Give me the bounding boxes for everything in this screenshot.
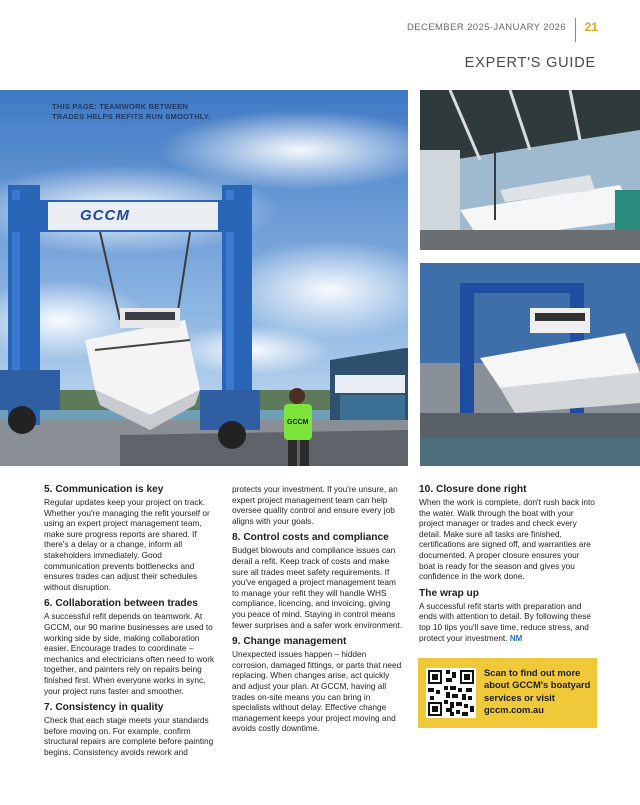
column-3 xyxy=(419,484,597,650)
heading-costs: 8. Control costs and compliance xyxy=(232,532,389,544)
section-title: EXPERT'S GUIDE xyxy=(464,55,596,71)
heading-change: 9. Change management xyxy=(232,636,347,648)
heading-communication: 5. Communication is key xyxy=(44,484,164,495)
hoist-logo: GCCM xyxy=(80,207,130,224)
heading-collaboration: 6. Collaboration between trades xyxy=(44,598,198,610)
column-2 xyxy=(232,484,404,740)
wrap-up-text: A successful refit starts with preparation and ends with attention to detail. By following these top 10 tips you'll save time, reduce stress, and protect your investment. xyxy=(419,600,592,643)
para-communication: Regular updates keep your project on track. Whether you're managing the refit yourself or using an expert project management team, make sure progress reports are shared. If there's a delay or a change, inform all stakeholders immediately. Good communication prevents bottlenecks and ensures trades can adjust their schedules without disruption. xyxy=(44,497,210,592)
photo-caption xyxy=(52,102,252,122)
heading-closure: 10. Closure done right xyxy=(419,484,527,495)
para-costs: Budget blowouts and compliance issues can derail a refit. Keep track of costs and make sure all trades meet safety requirements. If you've engaged a project management team to manage your refit they will handle WHS compliance, licencing, and invoicing, giving you peace of mind. Staying in control means fewer surprises and a safer work environment. xyxy=(232,545,403,630)
boat-lift-photo xyxy=(420,263,640,466)
main-photo-travel-lift xyxy=(0,90,408,466)
para-change: Unexpected issues happen – hidden corrosion, damaged fittings, or parts that need replacing. When changes arise, act quickly and adjust your plan. At GCCM, having all trades on-site means you can bring in specialists without delay. Effective change management keeps your project moving and avoids costly downtime. xyxy=(232,649,402,734)
page-number: 21 xyxy=(584,20,598,34)
caption-line-1: THIS PAGE: TEAMWORK BETWEEN xyxy=(52,102,189,111)
promo-text[interactable]: Scan to find out more about GCCM's boatyard services or visit gccm.com.au xyxy=(484,667,591,716)
para-closure: When the work is complete, don't rush back into the water. Walk through the boat with your project manager or trades and check every detail. Make sure all tasks are finished, certifications are signed off, and warranties are documented. A proper closure ensures your boat is ready for the season and gives you confidence in the work done. xyxy=(419,497,595,582)
heading-consistency: 7. Consistency in quality xyxy=(44,702,164,714)
heading-wrap-up: The wrap up xyxy=(419,587,479,599)
qr-code-icon[interactable] xyxy=(426,668,476,718)
issue-date: DECEMBER 2025-JANUARY 2026 xyxy=(407,22,566,33)
header-divider xyxy=(575,18,576,42)
para-collaboration: A successful refit depends on teamwork. At GCCM, our 90 marine businesses are used to working side by side, making collaboration easier. Encourage trades to coordinate – mechanics and electricians often need to work together, and painters rely on repairs being finished first. When everyone works in sync, your project runs faster and smoother. xyxy=(44,611,215,696)
para-consistency-cont: protects your investment. If you're unsure, an expert project management team can help oversee quality control and ensure every job aligns with your goals. xyxy=(232,484,398,526)
end-mark: NM xyxy=(509,633,523,643)
shirt-logo: GCCM xyxy=(287,419,309,426)
boat-shed-photo xyxy=(420,90,640,250)
para-wrap-up xyxy=(419,601,597,644)
column-1 xyxy=(44,484,215,763)
para-consistency: Check that each stage meets your standards before moving on. For example, confirm structural repairs are complete before painting begins. Consistency avoids rework and xyxy=(44,715,214,757)
page-header xyxy=(0,22,640,38)
caption-line-2: TRADES HELPS REFITS RUN SMOOTHLY. xyxy=(52,112,211,121)
promo-box[interactable] xyxy=(418,658,597,728)
